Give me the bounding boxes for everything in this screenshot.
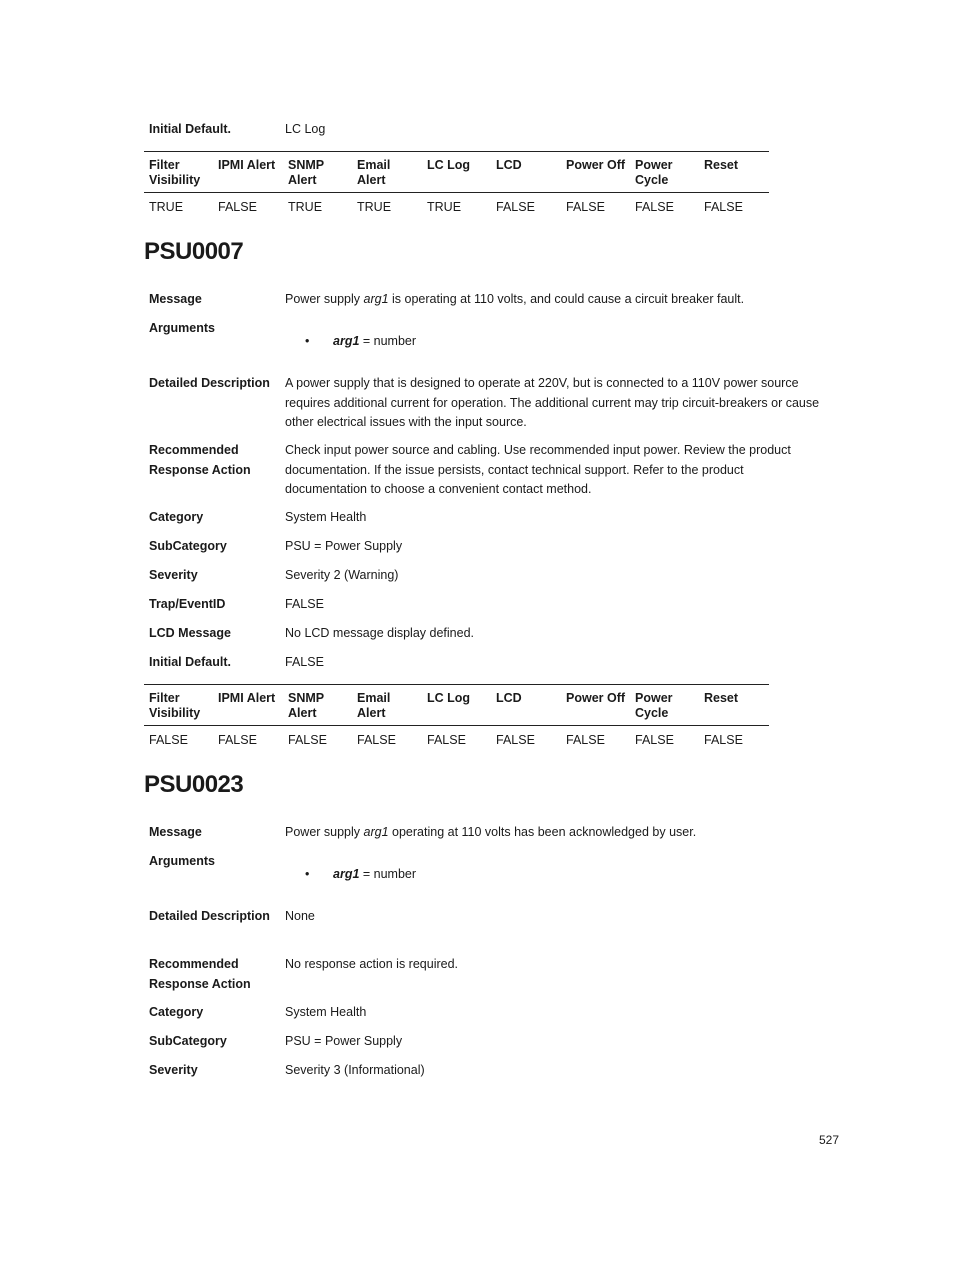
header-line: Email Alert [357, 691, 391, 720]
field-label: Recommended Response Action [149, 957, 251, 991]
field-value: PSU = Power Supply [285, 1034, 403, 1048]
field-label: Category [149, 1005, 204, 1019]
table-header-row [144, 685, 769, 726]
table-header-row [144, 152, 769, 193]
argument-item [305, 332, 416, 350]
field-value: None [285, 909, 315, 923]
header-power-off [561, 152, 630, 193]
header-power-cycle [630, 152, 699, 193]
field-value: Severity 2 (Warning) [285, 568, 399, 582]
argument-name: arg1 [333, 867, 360, 881]
header-line: LCD [496, 158, 522, 172]
table-cell: TRUE [288, 200, 323, 214]
field-label: Message [149, 825, 202, 839]
field-value [285, 290, 825, 310]
header-lcd [491, 685, 561, 726]
argument-desc: = number [359, 334, 417, 348]
field-label: SubCategory [149, 539, 227, 553]
field-value: System Health [285, 1005, 367, 1019]
message-text: Power supply [285, 825, 364, 839]
header-email-alert [352, 152, 422, 193]
field-value: Severity 3 (Informational) [285, 1063, 425, 1077]
header-line: SNMP Alert [288, 158, 325, 187]
argument-name: arg1 [333, 334, 360, 348]
table-cell: FALSE [496, 733, 535, 747]
table-cell: TRUE [427, 200, 462, 214]
field-label: Initial Default. [149, 122, 231, 136]
field-value [285, 823, 825, 843]
table-cell: FALSE [566, 200, 605, 214]
field-label: Arguments [149, 321, 215, 335]
field-label: Severity [149, 1063, 198, 1077]
table-cell: FALSE [635, 200, 674, 214]
header-line: Power Cycle [635, 691, 673, 720]
table-cell: FALSE [149, 733, 188, 747]
field-value: LC Log [285, 122, 326, 136]
header-filter-visibility [144, 685, 213, 726]
top-filter-table [144, 151, 769, 214]
field-label: Severity [149, 568, 198, 582]
table-cell: TRUE [149, 200, 184, 214]
field-label: Arguments [149, 854, 215, 868]
field-label: Recommended Response Action [149, 443, 251, 477]
table-row [144, 193, 769, 215]
argument-item [305, 865, 416, 883]
field-label: Message [149, 292, 202, 306]
header-ipmi-alert [213, 685, 283, 726]
field-value: No response action is required. [285, 957, 459, 971]
header-line: IPMI Alert [218, 691, 276, 705]
header-ipmi-alert [213, 152, 283, 193]
message-text: operating at 110 volts has been acknowledged by user. [388, 825, 697, 839]
header-snmp-alert [283, 152, 352, 193]
field-value: FALSE [285, 597, 324, 611]
table-cell: FALSE [427, 733, 466, 747]
message-arg: arg1 [363, 292, 389, 306]
table-cell: FALSE [566, 733, 605, 747]
table-cell: FALSE [218, 733, 257, 747]
field-value: Check input power source and cabling. Use recommended input power. Review the product documentation. If the issue persists, contact technical support. Refer to the product documentation to choose a convenient contact method. [285, 443, 791, 496]
header-filter-visibility [144, 152, 213, 193]
header-lc-log [422, 152, 491, 193]
header-line: Reset [704, 691, 739, 705]
header-line: Reset [704, 158, 739, 172]
header-line: LCD [496, 691, 522, 705]
field-value: PSU = Power Supply [285, 539, 403, 553]
field-value: A power supply that is designed to operate at 220V, but is connected to a 110V power source requires additional current for operation. The additional current may trip circuit-breakers or cause other electrical issues with the input source. [285, 376, 820, 429]
bullet-icon: • [305, 334, 310, 348]
section-heading-psu0023: PSU0023 [144, 771, 244, 798]
table-cell: FALSE [357, 733, 396, 747]
field-label: LCD Message [149, 626, 231, 640]
argument-desc: = number [359, 867, 417, 881]
field-value: No LCD message display defined. [285, 626, 474, 640]
page-number: 527 [818, 1133, 839, 1147]
field-label: Initial Default. [149, 655, 231, 669]
header-lcd [491, 152, 561, 193]
header-line: LC Log [427, 691, 471, 705]
table-row [144, 726, 769, 748]
table-cell: FALSE [704, 200, 743, 214]
message-text: is operating at 110 volts, and could cause a circuit breaker fault. [388, 292, 745, 306]
header-line: Filter Visibility [149, 158, 201, 187]
header-power-off [561, 685, 630, 726]
header-reset [699, 152, 769, 193]
table-cell: FALSE [496, 200, 535, 214]
field-value: System Health [285, 510, 367, 524]
field-label: Category [149, 510, 204, 524]
header-email-alert [352, 685, 422, 726]
table-cell: FALSE [288, 733, 327, 747]
message-text: Power supply [285, 292, 364, 306]
message-arg: arg1 [363, 825, 389, 839]
header-line: Power Off [566, 691, 626, 705]
header-line: LC Log [427, 158, 471, 172]
psu0007-filter-table [144, 684, 769, 747]
header-line: IPMI Alert [218, 158, 276, 172]
table-cell: FALSE [704, 733, 743, 747]
field-label: Trap/EventID [149, 597, 226, 611]
header-line: Power Cycle [635, 158, 673, 187]
field-value: FALSE [285, 655, 324, 669]
header-line: SNMP Alert [288, 691, 325, 720]
bullet-icon: • [305, 867, 310, 881]
header-line: Filter Visibility [149, 691, 201, 720]
table-cell: TRUE [357, 200, 392, 214]
section-heading-psu0007: PSU0007 [144, 238, 244, 265]
field-label: SubCategory [149, 1034, 227, 1048]
field-label: Detailed Description [149, 376, 270, 390]
header-line: Power Off [566, 158, 626, 172]
header-snmp-alert [283, 685, 352, 726]
header-power-cycle [630, 685, 699, 726]
header-lc-log [422, 685, 491, 726]
table-cell: FALSE [218, 200, 257, 214]
field-label: Detailed Description [149, 909, 270, 923]
header-line: Email Alert [357, 158, 391, 187]
header-reset [699, 685, 769, 726]
table-cell: FALSE [635, 733, 674, 747]
